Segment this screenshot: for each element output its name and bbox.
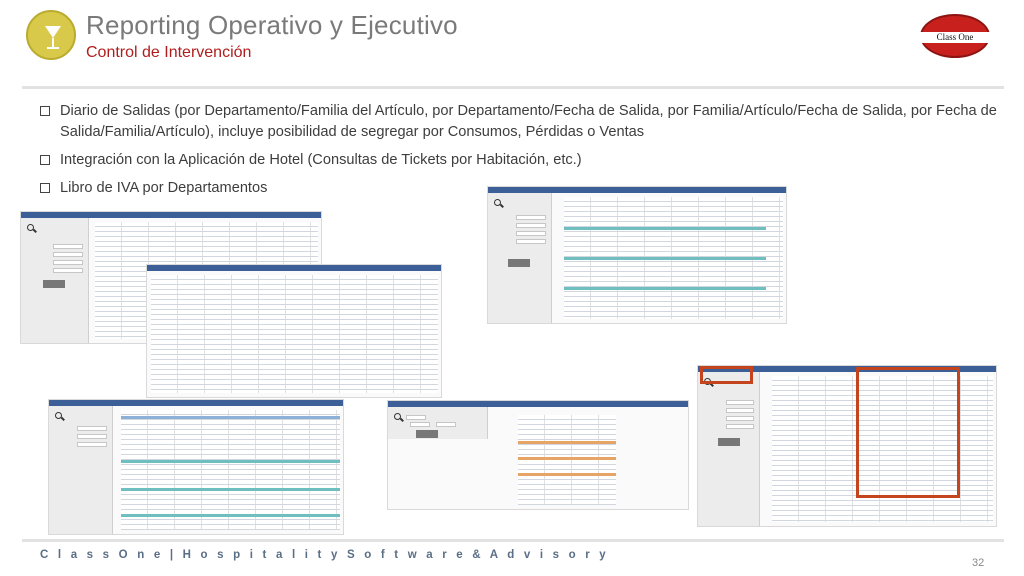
- highlight-frame: [856, 367, 960, 498]
- footer-divider: [22, 539, 1004, 542]
- checkbox-icon: [40, 106, 50, 116]
- screenshot-integracion-hotel: [48, 399, 344, 535]
- header-divider: [22, 86, 1004, 89]
- search-icon: [55, 412, 62, 419]
- bullet-item: [40, 150, 1000, 171]
- screenshot-libro-iva: [387, 400, 689, 510]
- search-icon: [394, 413, 401, 420]
- search-icon: [494, 199, 501, 206]
- screenshot-diario-salidas-2: [146, 264, 442, 398]
- brand-logo-text: Class One: [936, 32, 974, 42]
- page-title: Reporting Operativo y Ejecutivo: [86, 10, 458, 40]
- page-subtitle: Control de Intervención: [86, 44, 252, 61]
- search-icon: [27, 224, 34, 231]
- class-one-logo: [920, 14, 990, 58]
- screenshot-diario-salidas-3: [487, 186, 787, 324]
- page-number: 32: [972, 557, 985, 569]
- checkbox-icon: [40, 155, 50, 165]
- cocktail-glass-icon: [45, 26, 61, 38]
- bullet-text: Diario de Salidas (por Departamento/Familia del Artículo, por Departamento/Fecha de Salida, por Familia/Artículo/Fecha de Salida, por Fecha de Salida/Familia/Artículo), incluye posibilidad de segregar por Consumos, Pérdidas o Ventas: [60, 103, 997, 140]
- checkbox-icon: [40, 183, 50, 193]
- bullet-item: [40, 101, 1000, 143]
- footer-tagline: C l a s s O n e | H o s p i t a l i t y S o f t w a r e & A d v i s o r y: [40, 549, 609, 561]
- hospitality-logo: [26, 10, 76, 60]
- bullet-text: Integración con la Aplicación de Hotel (Consultas de Tickets por Habitación, etc.): [60, 152, 582, 168]
- highlight-frame: [700, 366, 753, 384]
- bullet-text: Libro de IVA por Departamentos: [60, 180, 268, 196]
